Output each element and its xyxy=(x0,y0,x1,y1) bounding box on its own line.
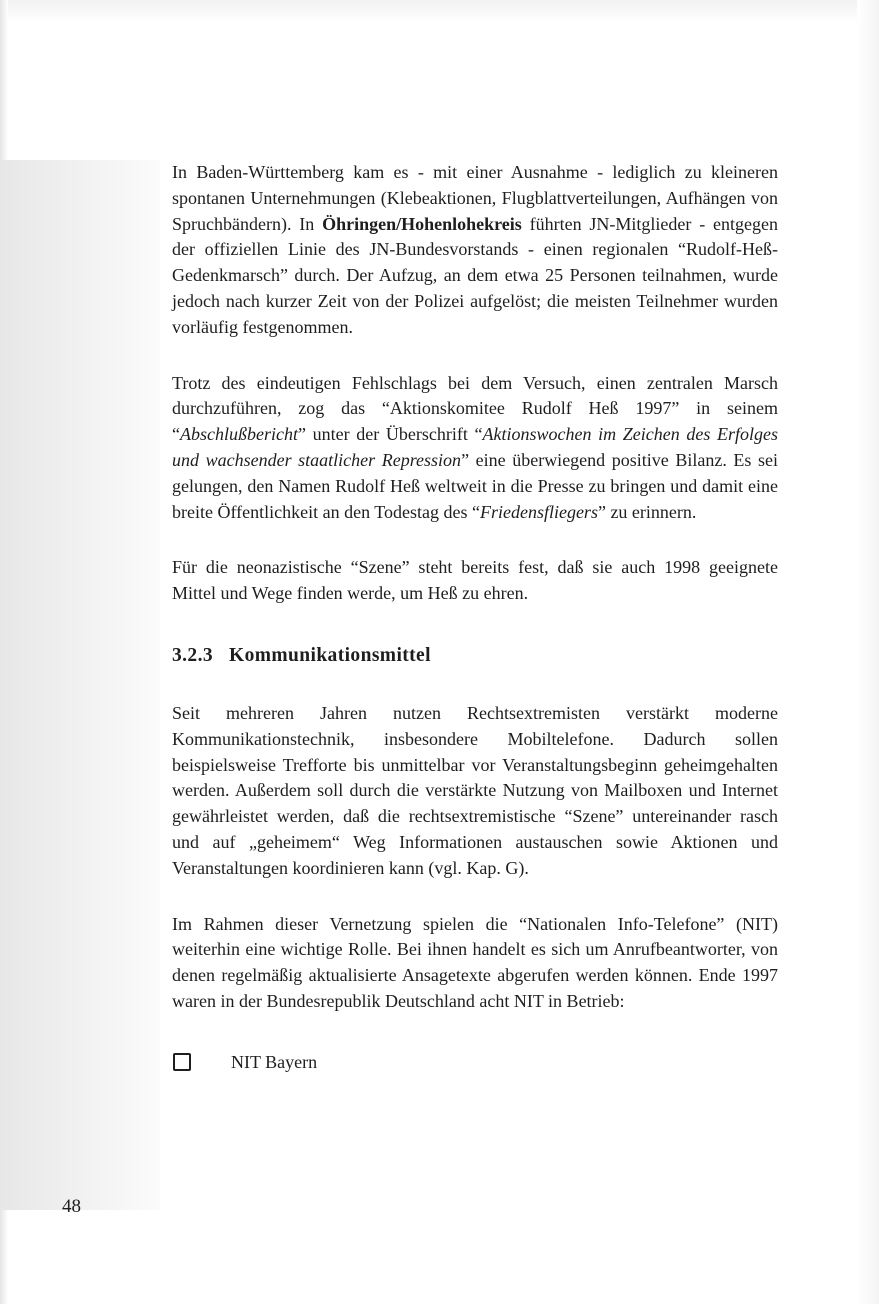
text-span: ” zu erinnern. xyxy=(597,501,697,522)
term-italic: Friedensfliegers xyxy=(479,501,598,522)
scan-shadow xyxy=(0,160,160,1210)
text-span: In Baden-Württemberg kam es - mit einer Ausnahme - lediglich zu kleineren spontanen Unternehmungen (Klebeaktionen, Flugblattverteilungen, Aufhängen von Spruchbändern). In xyxy=(172,162,778,234)
paragraph-kommunikationstechnik: Seit mehreren Jahren nutzen Rechtsextremisten verstärkt moderne Kommunikationstechnik, insbesondere Mobiltelefone. Dadurch sollen beispielsweise Trefforte bis unmittelbar vor Veranstaltungsbeginn geheimgehalten werden. Außerdem soll durch die verstärkte Nutzung von Mailboxen und Internet gewährleistet werden, daß die rechtsextremistische “Szene” untereinander rasch und auf „geheimem“ Weg Informationen austauschen sowie Aktionen und Veranstaltungen koordinieren kann (vgl. Kap. G). xyxy=(172,702,778,878)
text-span: ” eine überwiegend positive Bilanz. Es sei gelungen, den Namen Rudolf Heß weltweit in die Presse zu bringen und damit eine breite Öffentlichkeit an den Todestag des “ xyxy=(172,449,778,522)
headline-italic: Aktionswochen im Zeichen des Erfolges und wachsender staatlicher Repression xyxy=(172,424,778,470)
text-span: ” unter der Überschrift “ xyxy=(297,424,483,445)
page-number: 48 xyxy=(62,1196,81,1217)
page-edge-top xyxy=(0,0,879,22)
text-span: führten JN-Mitglieder - entgegen der offiziellen Linie des JN-Bundesvorstands - einen regionalen “Rudolf-Heß-Gedenkmarsch” durch. Der Aufzug, an dem etwa 25 Personen teilnahmen, wurde jedoch nach kurzer Zeit von der Polizei aufgelöst; die meisten Teilnehmer wurden vorläufig festgenommen. xyxy=(172,213,778,337)
paragraph-info-telefone: Im Rahmen dieser Vernetzung spielen die “Nationalen Info-Telefone” (NIT) weiterhin eine wichtige Rolle. Bei ihnen handelt es sich um Anrufbeantworter, von denen regelmäßig aktualisierte Ansagetexte abgerufen werden können. Ende 1997 waren in der Bundesrepublik Deutschland acht NIT in Betrieb: xyxy=(172,913,778,1011)
report-title-italic: Abschlußbericht xyxy=(180,424,298,445)
list-item xyxy=(172,1049,778,1075)
section-number: 3.2.3 xyxy=(172,644,213,666)
paragraph-aktionskomitee xyxy=(172,371,778,526)
list-item-label: NIT Bayern xyxy=(231,1051,318,1072)
page-body xyxy=(172,160,778,1075)
text-span: Trotz des eindeutigen Fehlschlags bei dem Versuch, einen zentralen Marsch durchzuführen, zog das “Aktionskomitee Rudolf Heß 1997” in seinem “ xyxy=(172,372,778,445)
section-title: Kommunikationsmittel xyxy=(229,644,431,666)
paragraph-szene-1998: Für die neonazistische “Szene” steht bereits fest, daß sie auch 1998 geeignete Mittel und Wege finden werde, um Heß zu ehren. xyxy=(172,557,778,604)
page-edge-right xyxy=(857,0,879,1304)
checkbox-icon xyxy=(173,1053,191,1071)
section-heading xyxy=(172,643,778,669)
place-name-bold: Öhringen/Hohenlohekreis xyxy=(322,213,522,234)
paragraph-oehringen-march xyxy=(172,160,778,341)
